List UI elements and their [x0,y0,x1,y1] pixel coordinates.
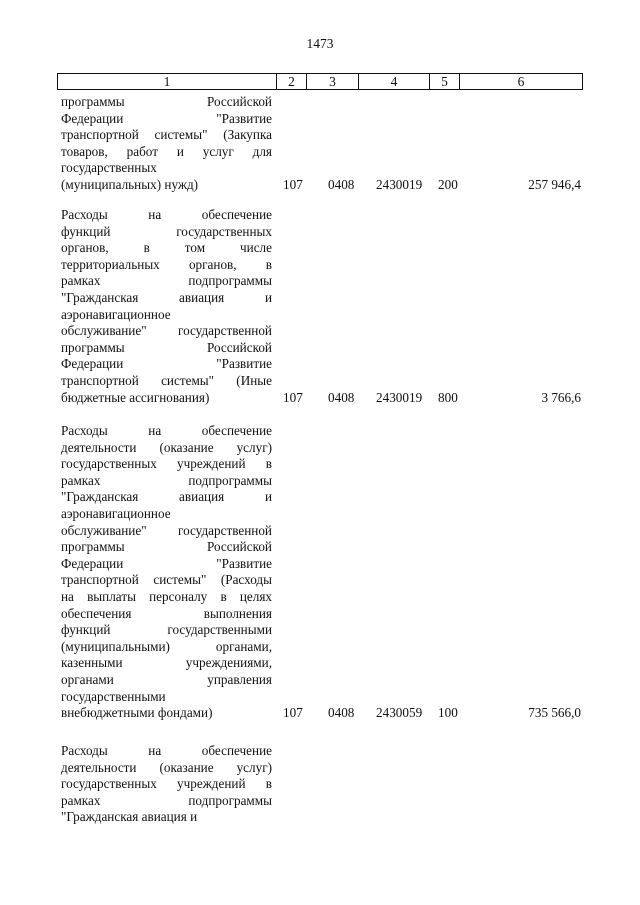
description-line: Федерации "Развитие [61,356,272,372]
description-line: функций государственными [61,622,272,638]
column-header-5: 5 [430,74,460,89]
description-line: транспортной системы" (Расходы [61,572,272,588]
cell-subsection-code: 0408 [328,177,355,192]
description-line: "Гражданская авиация и [61,809,198,825]
description-line: функций государственных [61,223,272,239]
cell-subsection-code: 0408 [328,705,355,721]
description-line: обслуживание" государственной [61,522,272,538]
table-header [57,73,583,90]
cell-subsection-code: 0408 [328,389,355,405]
row-description [61,94,272,194]
cell-amount: 257 946,4 [528,177,581,192]
description-line: Расходы на обеспечение [61,207,272,222]
description-line: программы Российской [61,339,272,355]
description-line: Федерации "Развитие [61,555,272,571]
description-line: казенными учреждениями, [61,655,272,671]
cell-section-code: 107 [283,705,303,721]
description-line: аэронавигационное [61,505,171,521]
description-line: внебюджетными фондами) [61,705,213,721]
description-line: программы Российской [61,539,272,555]
description-line: транспортной системы" (Иные [61,372,272,388]
description-line: Федерации "Развитие [61,110,272,126]
description-line: аэронавигационное [61,306,171,322]
description-line: рамках подпрограммы [61,273,272,289]
description-line: органами управления [61,671,272,687]
description-line: деятельности (оказание услуг) [61,439,272,455]
description-line: территориальных органов, в [61,256,272,272]
cell-amount: 3 766,6 [541,389,581,405]
description-line: бюджетные ассигнования) [61,389,210,405]
description-line: программы Российской [61,94,272,109]
description-line: на выплаты персоналу в целях [61,588,272,604]
description-line: Расходы на обеспечение [61,423,272,438]
row-description [61,423,272,722]
description-line: (муниципальными) органами, [61,638,272,654]
description-line: обеспечения выполнения [61,605,272,621]
column-header-3: 3 [307,74,359,89]
cell-expense-type: 100 [438,705,458,721]
description-line: Расходы на обеспечение [61,743,272,758]
description-line: товаров, работ и услуг для [61,143,272,159]
description-line: рамках подпрограммы [61,792,272,808]
description-line: государственными [61,688,166,704]
row-description [61,207,272,406]
column-header-6: 6 [517,74,525,89]
cell-expense-type: 800 [438,389,458,405]
cell-target-code: 2430059 [376,705,423,721]
column-header-4: 4 [359,74,430,89]
description-line: органов, в том числе [61,240,272,256]
cell-target-code: 2430019 [376,177,423,192]
description-line: рамках подпрограммы [61,472,272,488]
column-header-2: 2 [277,74,307,89]
row-description [61,743,272,826]
description-line: транспортной системы" (Закупка [61,127,272,143]
cell-section-code: 107 [283,389,303,405]
description-line: (муниципальных) нужд) [61,176,199,192]
cell-expense-type: 200 [438,177,458,192]
cell-target-code: 2430019 [376,389,423,405]
description-line: деятельности (оказание услуг) [61,759,272,775]
description-line: государственных [61,160,157,176]
cell-amount: 735 566,0 [528,705,581,721]
description-line: государственных учреждений в [61,776,272,792]
description-line: обслуживание" государственной [61,323,272,339]
cell-section-code: 107 [283,177,303,192]
description-line: государственных учреждений в [61,456,272,472]
column-header-1: 1 [58,74,277,89]
page-number: 1473 [306,36,334,51]
description-line: "Гражданская авиация и [61,489,272,505]
description-line: "Гражданская авиация и [61,289,272,305]
